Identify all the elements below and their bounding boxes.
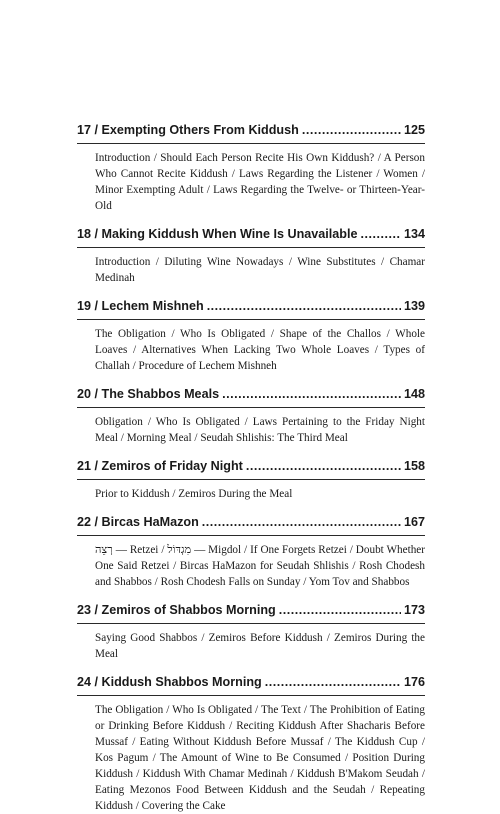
- dot-leader: [265, 674, 401, 690]
- toc-entry-24: [77, 674, 425, 814]
- dot-leader: [279, 602, 401, 618]
- dot-leader: [207, 298, 401, 314]
- chapter-topics: Saying Good Shabbos / Zemiros Before Kiddush / Zemiros During the Meal: [95, 632, 425, 660]
- chapter-title: 19 / Lechem Mishneh: [77, 299, 204, 313]
- chapter-title: 23 / Zemiros of Shabbos Morning: [77, 603, 276, 617]
- chapter-topics: Introduction / Should Each Person Recite His Own Kiddush? / A Person Who Cannot Recite Kiddush / Laws Regarding the Listener / Women / Minor Exempting Adult / Laws Regarding the Twelve- or Thirteen-Year-Old: [95, 152, 425, 212]
- chapter-title: 17 / Exempting Others From Kiddush: [77, 123, 299, 137]
- page-number: 173: [403, 603, 425, 617]
- toc-entry-18: [77, 226, 425, 286]
- dot-leader: [302, 122, 401, 138]
- chapter-heading: [77, 458, 425, 474]
- heading-rule: [77, 143, 425, 144]
- toc-entry-21: [77, 458, 425, 502]
- heading-rule: [77, 623, 425, 624]
- page-number: 134: [403, 227, 425, 241]
- chapter-topics: רְצֵה — Retzei / מִגְדּוֹל — Migdol / If One Forgets Retzei / Doubt Whether One Said Retzei / Bircas HaMazon for Seudah Shlishis / Rosh Chodesh and Shabbos / Rosh Chodesh Falls on Sunday / Yom Tov and Shabbos: [95, 544, 425, 588]
- chapter-heading: [77, 122, 425, 138]
- heading-rule: [77, 535, 425, 536]
- heading-rule: [77, 247, 425, 248]
- chapter-topics: Obligation / Who Is Obligated / Laws Pertaining to the Friday Night Meal / Morning Meal / Seudah Shlishis: The Third Meal: [95, 416, 425, 444]
- page-number: 167: [403, 515, 425, 529]
- page-number: 125: [403, 123, 425, 137]
- chapter-heading: [77, 298, 425, 314]
- chapter-topics: The Obligation / Who Is Obligated / Shape of the Challos / Whole Loaves / Alternatives When Lacking Two Whole Loaves / Types of Challah / Procedure of Lechem Mishneh: [95, 328, 425, 372]
- chapter-topics: Prior to Kiddush / Zemiros During the Meal: [95, 488, 293, 500]
- heading-rule: [77, 479, 425, 480]
- toc-entry-23: [77, 602, 425, 662]
- page-number: 139: [403, 299, 425, 313]
- chapter-heading: [77, 674, 425, 690]
- dot-leader: [222, 386, 401, 402]
- toc-entry-19: [77, 298, 425, 374]
- page-number: 176: [403, 675, 425, 689]
- chapter-title: 24 / Kiddush Shabbos Morning: [77, 675, 262, 689]
- dot-leader: [202, 514, 401, 530]
- dot-leader: [361, 226, 401, 242]
- dot-leader: [246, 458, 401, 474]
- chapter-heading: [77, 226, 425, 242]
- chapter-title: 20 / The Shabbos Meals: [77, 387, 220, 401]
- chapter-heading: [77, 386, 425, 402]
- chapter-topics: Introduction / Diluting Wine Nowadays / Wine Substitutes / Chamar Medinah: [95, 256, 425, 284]
- chapter-topics: The Obligation / Who Is Obligated / The Text / The Prohibition of Eating or Drinking Before Kiddush / Reciting Kiddush After Shacharis Before Mussaf / Eating Without Kiddush Before Mussaf / The Kiddush Cup / Kos Pagum / The Amount of Wine to Be Consumed / Position During Kiddush / Kiddush With Chamar Medinah / Kiddush B'Makom Seudah / Eating Mezonos Food Between Kiddush and the Seudah / Repeating Kiddush / Covering the Cake: [95, 704, 425, 812]
- chapter-title: 18 / Making Kiddush When Wine Is Unavailable: [77, 227, 358, 241]
- toc-entry-17: [77, 122, 425, 214]
- page-number: 148: [403, 387, 425, 401]
- chapter-title: 22 / Bircas HaMazon: [77, 515, 199, 529]
- table-of-contents: [77, 122, 425, 814]
- toc-entry-20: [77, 386, 425, 446]
- heading-rule: [77, 695, 425, 696]
- heading-rule: [77, 407, 425, 408]
- chapter-heading: [77, 602, 425, 618]
- heading-rule: [77, 319, 425, 320]
- chapter-title: 21 / Zemiros of Friday Night: [77, 459, 243, 473]
- toc-entry-22: [77, 514, 425, 590]
- page-number: 158: [403, 459, 425, 473]
- chapter-heading: [77, 514, 425, 530]
